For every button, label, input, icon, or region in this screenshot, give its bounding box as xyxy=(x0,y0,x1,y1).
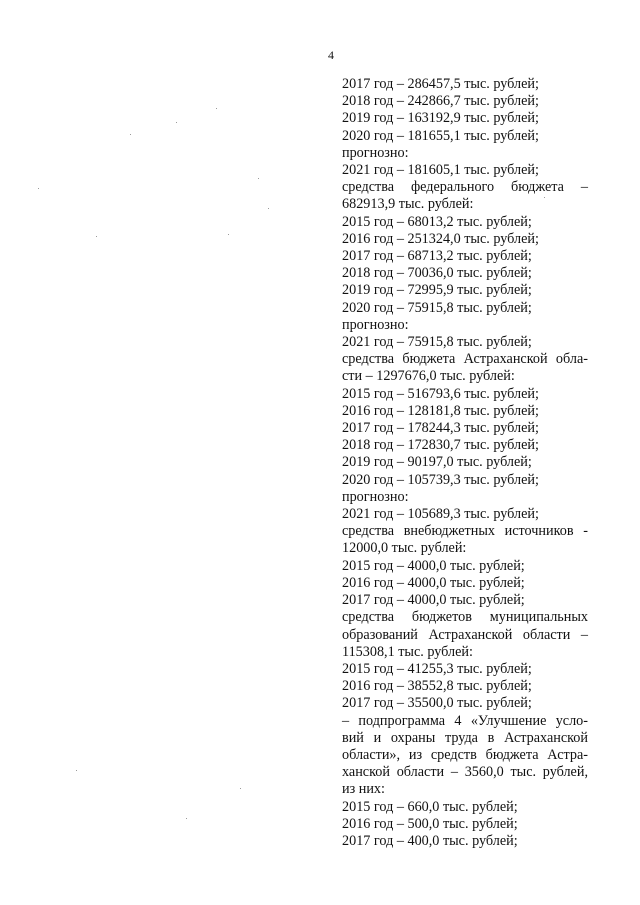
scan-speck xyxy=(258,178,259,179)
text-line: 2015 год – 68013,2 тыс. рублей; xyxy=(342,213,532,230)
text-line: 2021 год – 75915,8 тыс. рублей; xyxy=(342,334,532,351)
text-line: средства бюджетов муниципальных xyxy=(342,609,588,626)
text-line: 2020 год – 75915,8 тыс. рублей; xyxy=(342,299,532,316)
text-line: прогнозно: xyxy=(342,488,409,505)
text-line: 2017 год – 286457,5 тыс. рублей; xyxy=(342,76,539,92)
text-line: ханской области – 3560,0 тыс. рублей, xyxy=(342,764,588,781)
text-line: 2018 год – 70036,0 тыс. рублей; xyxy=(342,265,532,282)
text-line: 2015 год – 660,0 тыс. рублей; xyxy=(342,798,518,815)
text-line: области», из средств бюджета Астра- xyxy=(342,746,588,763)
text-line: 2016 год – 38552,8 тыс. рублей; xyxy=(342,678,532,695)
page-number: 4 xyxy=(328,48,334,62)
text-line: 2015 год – 4000,0 тыс. рублей; xyxy=(342,557,525,574)
text-line: 2016 год – 500,0 тыс. рублей; xyxy=(342,815,518,832)
text-line: 2021 год – 105689,3 тыс. рублей; xyxy=(342,506,539,523)
text-line: 2017 год – 178244,3 тыс. рублей; xyxy=(342,420,539,437)
text-line: – подпрограмма 4 «Улучшение усло- xyxy=(342,712,588,729)
text-line: 2018 год – 172830,7 тыс. рублей; xyxy=(342,437,539,454)
text-line: 2020 год – 181655,1 тыс. рублей; xyxy=(342,127,539,144)
text-line: 2017 год – 35500,0 тыс. рублей; xyxy=(342,695,532,712)
text-line: 2017 год – 4000,0 тыс. рублей; xyxy=(342,592,525,609)
text-line: прогнозно: xyxy=(342,316,409,333)
scan-speck xyxy=(96,236,97,237)
text-line: 682913,9 тыс. рублей: xyxy=(342,196,474,213)
scan-speck xyxy=(268,208,269,209)
text-line: 2020 год – 105739,3 тыс. рублей; xyxy=(342,471,539,488)
text-line: из них: xyxy=(342,781,385,798)
text-line: 2021 год – 181605,1 тыс. рублей; xyxy=(342,162,539,179)
text-line: 115308,1 тыс. рублей: xyxy=(342,643,473,660)
scan-speck xyxy=(176,122,177,123)
text-line: образований Астраханской области – xyxy=(342,626,588,643)
text-line: 2015 год – 41255,3 тыс. рублей; xyxy=(342,660,532,677)
text-line: прогнозно: xyxy=(342,144,409,161)
budget-text-column xyxy=(342,76,588,850)
scan-speck xyxy=(240,788,241,789)
scan-speck xyxy=(544,197,545,198)
text-line: 2017 год – 400,0 тыс. рублей; xyxy=(342,832,518,849)
text-line: 2018 год – 242866,7 тыс. рублей; xyxy=(342,93,539,110)
scan-speck xyxy=(228,234,229,235)
text-line: 2019 год – 163192,9 тыс. рублей; xyxy=(342,110,539,127)
text-line: 2016 год – 251324,0 тыс. рублей; xyxy=(342,230,539,247)
text-line: вий и охраны труда в Астраханской xyxy=(342,729,588,746)
scan-speck xyxy=(130,134,131,135)
text-line: 2016 год – 128181,8 тыс. рублей; xyxy=(342,402,539,419)
scan-speck xyxy=(38,188,39,189)
text-line: 2017 год – 68713,2 тыс. рублей; xyxy=(342,248,532,265)
scan-speck xyxy=(76,770,77,771)
text-line: средства бюджета Астраханской обла- xyxy=(342,351,588,368)
text-line: сти – 1297676,0 тыс. рублей: xyxy=(342,368,515,385)
text-line: 2015 год – 516793,6 тыс. рублей; xyxy=(342,385,539,402)
text-line: средства федерального бюджета – xyxy=(342,179,588,196)
text-line: средства внебюджетных источников - xyxy=(342,523,588,540)
scan-speck xyxy=(186,818,187,819)
text-line: 12000,0 тыс. рублей: xyxy=(342,540,467,557)
text-line: 2019 год – 72995,9 тыс. рублей; xyxy=(342,282,532,299)
text-line: 2019 год – 90197,0 тыс. рублей; xyxy=(342,454,532,471)
scan-speck xyxy=(216,108,217,109)
text-line: 2016 год – 4000,0 тыс. рублей; xyxy=(342,574,525,591)
